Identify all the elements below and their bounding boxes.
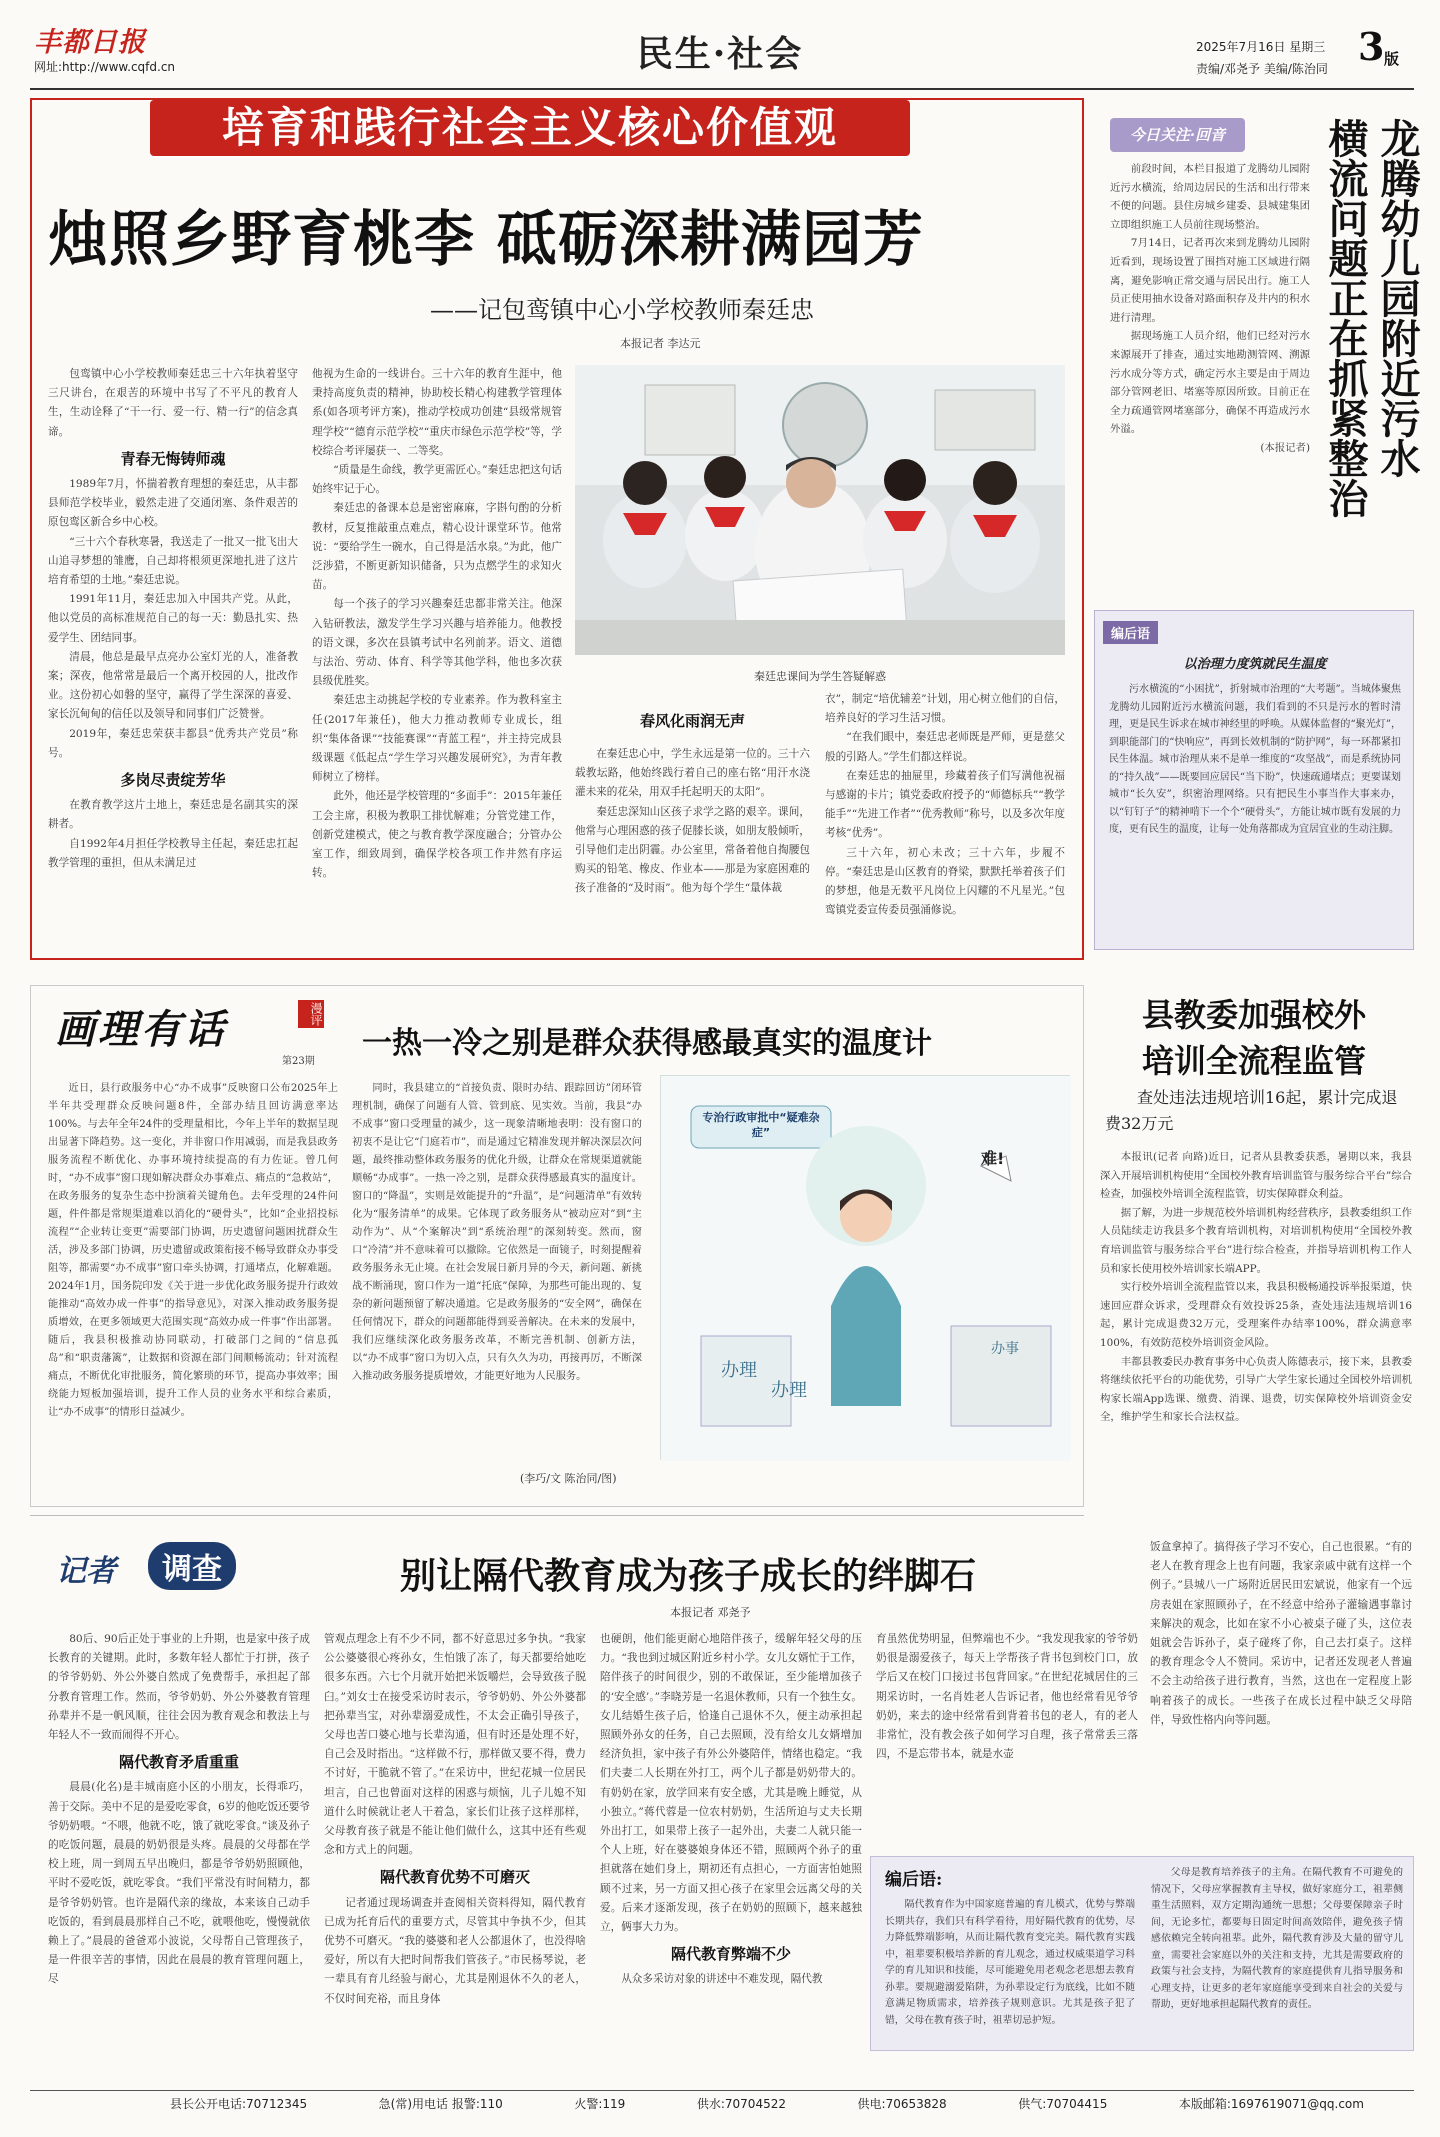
footer-item: 本版邮箱:1697619071@qq.com: [1178, 2097, 1364, 2111]
classroom-photo: [575, 365, 1065, 655]
invest-brand: [48, 1538, 268, 1594]
theme-banner: [150, 100, 910, 158]
lead-paragraph: 在秦廷忠的抽屉里，珍藏着孩子们写满他祝福与感谢的卡片；镇党委政府授予的“师德标兵”“教学能手”“先进工作者”“优秀教师”称号，以及多次年度考核“优秀”。: [825, 769, 1065, 840]
invest-paragraph: 饭盒拿掉了。搞得孩子学习不安心，自己也很累。“有的老人在教育理念上也有问题，我家亲戚中就有这样一个例子。”县城八一广场附近居民田宏斌说，他家有一个远房表姐在家照顾孙子，在不经意中给孙子灌输遇事靠讨来解决的观念，比如在家不小心被桌子碰了头，这位表姐就会告诉孙子，桌子碰疼了你，自己去打桌子。这样的教育理念令人不赞同。采访中，记者还发现老人普遍不会主动给孩子进行教育，当然，这也在一定程度上影响着孩子的成长。一些孩子在成长过程中缺乏父母陪伴，导致性格内向等问题。: [1150, 1541, 1412, 1726]
supervise-headline-2: 培训全流程监管: [1141, 1042, 1366, 1080]
invest-paragraph: 80后、90后正处于事业的上升期，也是家中孩子成长教育的关键期。此时，多数年轻人都忙于打拼，孩子的爷爷奶奶、外公外婆自然成了免费帮手，承担起了部分教育管理工作。然而，爷爷奶奶、外公外婆教育管理孙辈并不是一帆风顺，往往会因为教育观念和教法上与年轻人不一致而闹得不开心。: [48, 1633, 310, 1742]
invest-column-4: [876, 1630, 1138, 1845]
cartoon-word: 办理: [721, 1360, 757, 1381]
invest-headline: 别让隔代教育成为孩子成长的绊脚石: [400, 1555, 977, 1597]
invest-editor-label: 编后语:: [885, 1870, 943, 1890]
cartoon-word: 办理: [771, 1380, 807, 1401]
footer-bar: [30, 2090, 1414, 2116]
lead-column-3: [575, 745, 810, 945]
invest-paragraph: 记者通过现场调查并查阅相关资料得知，隔代教育已成为托育后代的重要方式，尽管其中争执不少，但其优势不可磨灭。“我的婆婆和老人公都退休了，也没得啥爱好，所以有大把时间帮我们管孩子。”市民杨琴说，老一辈具有育儿经验与耐心，尤其是刚退休不久的老人，不仅时间充裕，而且身体: [324, 1896, 586, 2005]
invest-editor-col1: 隔代教育作为中国家庭普遍的育儿模式，优势与弊端长期共存，我们只有科学看待，用好隔代教育的优势，尽力降低弊端影响，从而让隔代教育变完美。隔代教育实践中，祖辈要积极培养新的育儿观念，通过权威渠道学习科学的育儿知识和技能，尽可能避免用老观念老思想去教育孙辈。要规避溺爱陷阱，为孙辈设定行为底线，比如不随意满足物质需求，培养孩子规则意识。尤其是孩子犯了错，父母在教育孩子时，祖辈切忌护短。: [885, 1899, 1135, 2026]
today-editor-text: 污水横流的“小困扰”，折射城市治理的“大考题”。当城体聚焦龙腾幼儿园附近污水横流问题，我们看到的不只是污水的暂时清理，更是民生诉求在城市神经里的呼唤。从媒体监督的“聚光灯”，到职能部门的“快响应”，再到长效机制的“防护网”，每一环都紧扣民生体温。城市治理从来不是单一维度的“攻坚战”，而是系统协同的“持久战”——既要回应居民“当下盼”，快速疏通堵点；更要谋划城市“长久安”，织密治理网络。只有把民生小事当作大事来办，以“钉钉子”的精神啃下一个个“硬骨头”，方能让城市既有发展的力度，更有民生的温度，让每一处角落都成为宜居宜业的生动注脚。: [1109, 684, 1401, 835]
lead-paragraph: 他视为生命的一线讲台。三十六年的教育生涯中，他秉持高度负责的精神，协助校长精心构建教学管理体系(如各项考评方案)，推动学校成功创建“县级常规管理学校”“德育示范学校”“重庆市绿色示范学校”等，学校综合考评屡获一、二等奖。: [312, 368, 562, 457]
lead-paragraph: “三十六个春秋寒暑，我送走了一批又一批飞出大山追寻梦想的雏鹰，自己却将根须更深地扎进了这片培育希望的土地。”秦廷忠说。: [48, 535, 298, 587]
invest-byline: 本报记者 邓尧予: [670, 1606, 751, 1619]
lead-subheading-2: 多岗尽责绽芳华: [120, 771, 226, 790]
invest-editor-box: [870, 1856, 1414, 2051]
lead-column-1: [48, 365, 298, 940]
huali-brand: 画理有话: [55, 1006, 227, 1053]
section-title: 民生·社会: [636, 33, 804, 75]
editors-line: 责编/邓尧予 美编/陈治同: [1196, 62, 1328, 76]
invest-paragraph: 晨晨(化名)是丰城南庭小区的小朋友，长得乖巧，善于交际。美中不足的是爱吃零食，6岁的他吃饭还要爷爷奶奶喂。“不喂，他就不吃，饿了就吃零食。”谈及孙子的吃饭问题，晨晨的奶奶很是头疼。晨晨的父母都在学校上班，周一到周五早出晚归，都是爷爷奶奶照顾他，平时不爱吃饭，就吃零食。“我们平常没有时间精力，都是爷爷奶奶管。也许是隔代亲的缘故，本来该自己动手吃饭的，看到晨晨那样自己不吃，就喂他吃，慢慢就依赖上了。”晨晨的爸爸邓小波说，父母帮自己管理孩子，是一件很辛苦的事情，因此在晨晨的教育管理问题上，尽: [48, 1781, 310, 1986]
huali-column-1: 近日，县行政服务中心“办不成事”反映窗口公布2025年上半年共受理群众反映问题8件，全部办结且回访满意率达100%。与去年全年24件的受理量相比，今年上半年的数据呈现出显著下降趋势。这一变化，并非窗口作用减弱，而是我县政务服务流程不断优化、办事环境持续提高的有力佐证。曾几何时，“办不成事”窗口现如解决群众办事难点、痛点的“急救站”，在政务服务的复杂生态中扮演着关键角色。去年受理的24件问题，件件都是常规渠道难以消化的“硬骨头”，比如“企业招投标流程”“企业转让变更”需要部门协调，历史遗留问题困扰群众生活，涉及多部门协调，历史遗留或政策衔接不畅导致群众办事受阻等，都需要“办不成事”窗口牵头协调，打通堵点，化解难题。2024年1月，国务院印发《关于进一步优化政务服务提升行政效能推动“高效办成一件事”的指导意见》，对深入推动政务服务提质增效，在更多领域更大范围实现“高效办成一件事”作出部署。随后，我县积极推动协同联动，打破部门之间的“信息孤岛”和“职责藩篱”，让数据和资源在部门间顺畅流动；针对流程痛点，不断优化审批服务，简化繁琐的环节，提高办事效率；围绕能力短板加强培训，提升工作人员的业务水平和综合素质，让“办不成事”的情形日益减少。: [48, 1083, 338, 1418]
site-url: 网址:http://www.cqfd.cn: [34, 60, 176, 74]
lead-column-2: [312, 365, 562, 940]
newspaper-logo: 丰都日报: [34, 27, 146, 58]
invest-column-3: [600, 1630, 862, 2060]
lead-paragraph: 秦廷忠的备课本总是密密麻麻，字斟句酌的分析教材，反复推敲重点难点，精心设计课堂环节。他常说：“要给学生一碗水，自己得是活水泉。”为此，他广泛涉猎，不断更新知识储备，只为点燃学生的求知火苗。: [312, 502, 562, 592]
today-paragraph: 7月14日，记者再次来到龙腾幼儿园附近看到，现场设置了围挡对施工区域进行隔离，避免影响正常交通与居民出行。施工人员正使用抽水设备对路面积存及井内的积水进行清理。: [1110, 237, 1310, 324]
masthead: [0, 0, 1440, 96]
lead-byline: 本报记者 李达元: [620, 337, 701, 350]
supervise-paragraph: 丰都县教委民办教育事务中心负责人陈德表示，接下来，县教委将继续依托平台的功能优势，引导广大学生家长通过全国校外培训机构家长端App选课、缴费、消课、退费，切实保障校外培训资金安全，维护学生和家长合法权益。: [1100, 1355, 1412, 1424]
lead-paragraph: 衣”，制定“培优辅差”计划，用心树立他们的自信，培养良好的学习生活习惯。: [825, 693, 1065, 725]
today-paragraph: 据现场施工人员介绍，他们已经对污水来源展开了排查，通过实地勘测管网、溯源污水成分等方式，确定污水主要是由于周边部分管网老旧、堵塞等原因所致。目前正在全力疏通管网堵塞部分，确保不再造成污水外溢。: [1110, 330, 1310, 436]
lead-title: 烛照乡野育桃李 砥砺深耕满园芳: [48, 205, 924, 275]
today-headline-1: 龙腾幼儿园附近污水: [1374, 118, 1421, 478]
lead-paragraph: 此外，他还是学校管理的“多面手”：2015年兼任工会主席，积极为教职工排忧解难；分管党建工作，创新党建模式，使之与教育教学深度融合；分管办公室工作，细致周到，确保学校各项工作井然有序运转。: [312, 790, 562, 880]
lead-paragraph: 自1992年4月担任学校教导主任起，秦廷忠扛起教学管理的重担，但从未满足过: [48, 837, 298, 869]
masthead-rule: [30, 88, 1414, 90]
lead-paragraph: 包鸾镇中心小学校教师秦廷忠三十六年执着坚守三尺讲台，在艰苦的环境中书写了不平凡的教育人生，生动诠释了“干一行、爱一行、精一行”的信念真谛。: [48, 368, 298, 438]
huali-cartoon: [660, 1075, 1070, 1460]
footer-item: 火警:119: [574, 2097, 626, 2111]
page-number: 3: [1358, 24, 1385, 69]
today-badge: [1110, 118, 1245, 152]
lead-paragraph: “质量是生命线，教学更需匠心。”秦廷忠把这句话始终牢记于心。: [312, 464, 562, 496]
supervise-paragraph: 据了解，为进一步规范校外培训机构经营秩序，县教委组织工作人员陆续走访我县多个教育培训机构，对培训机构使用“全国校外教育培训监管与服务综合平台”进行综合检查，并指导培训机构工作人员和家长使用校外培训家长端APP。: [1100, 1206, 1412, 1275]
supervise-deck: 查处违法违规培训16起，累计完成退费32万元: [1105, 1088, 1398, 1133]
today-signoff: (本报记者): [1260, 441, 1310, 454]
issue-date: 2025年7月16日 星期三: [1196, 40, 1326, 54]
lead-paragraph: “在我们眼中，秦廷忠老师既是严师，更是慈父般的引路人。”学生们都这样说。: [825, 731, 1065, 763]
today-editor-title: 以治理力度筑就民生温度: [1183, 657, 1327, 672]
lead-paragraph: 秦廷忠主动挑起学校的专业素养。作为教科室主任(2017年兼任)，他大力推动教师专业成长，组织“集体备课”“技能赛课”“青蓝工程”，并主持完成县级课题《低起点“学生学习兴趣发展研究》，为青年教师树立了榜样。: [312, 694, 562, 784]
today-body: [1110, 160, 1310, 590]
invest-paragraph: 管观点理念上有不少不同，都不好意思过多争执。“我家公公婆婆很心疼孙女，生怕饿了冻了，每天都要给她吃很多东西。六七个月就开始把米饭嚼烂，会导致孩子脱臼。”刘女士在接受采访时表示，爷爷奶奶、外公外婆都把孙辈当宝，对孙辈溺爱成性，不太会正确引导孩子，父母也苦口婆心地与长辈沟通，但有时还是处理不好，自己会及时指出。“这样做不行，那样做又要不得，费力不讨好，干脆就不管了。”在采访中，世纪花城一位居民坦言，自己也曾面对这样的困惑与烦恼，儿子儿媳不知道什么时候就让老人干着急，家长们让孩子这样那样，父母教育孩子就是不能让他们做什么，这其中还有些观念和方式上的问题。: [324, 1633, 586, 1857]
invest-subheading-3: 隔代教育弊端不少: [670, 1945, 791, 1964]
today-editor-box: [1094, 610, 1414, 950]
lead-subheading-1: 青春无悔铸师魂: [120, 449, 226, 468]
cartoon-sign-2: 办事: [991, 1341, 1019, 1357]
supervise-paragraph: 本报讯(记者 向路)近日，记者从县教委获悉，暑期以来，我县深入开展培训机构使用“全国校外教育培训监管与服务综合平台”综合检查，加强校外培训全流程监管，切实保障群众利益。: [1100, 1151, 1412, 1201]
page-suffix: 版: [1384, 50, 1400, 68]
footer-item: 急(常)用电话 报警:110: [378, 2097, 503, 2111]
lead-subtitle: ——记包鸾镇中心小学校教师秦廷忠: [430, 296, 814, 324]
supervise-headline-1: 县教委加强校外: [1141, 996, 1366, 1034]
lead-paragraph: 三十六年，初心未改；三十六年，步履不停。“秦廷忠是山区教育的脊梁，默默托举着孩子们的梦想，他是无数平凡岗位上闪耀的不凡星光。”包鸾镇党委宣传委员强涌修说。: [825, 846, 1065, 917]
invest-subheading-2: 隔代教育优势不可磨灭: [379, 1868, 530, 1887]
invest-column-2: [324, 1630, 586, 2060]
lead-photo-caption: 秦廷忠课间为学生答疑解惑: [754, 670, 886, 683]
lead-paragraph: 在教育教学这片土地上，秦廷忠是名副其实的深耕者。: [48, 799, 298, 831]
footer-item: 供水:70704522: [696, 2097, 786, 2111]
lead-paragraph: 清晨，他总是最早点亮办公室灯光的人，准备教案；深夜，他常常是最后一个离开校园的人，批改作业。这份初心如磐的坚守，赢得了学生深深的喜爱、家长沉甸甸的信任以及领导和同事们广泛赞誉。: [48, 650, 298, 721]
invest-paragraph: 从众多采访对象的讲述中不难发现，隔代教: [621, 1973, 823, 1986]
lead-paragraph: 1991年11月，秦廷忠加入中国共产党。从此，他以党员的高标准规范自己的每一天：勤恳扎实、热爱学生、团结同事。: [48, 593, 298, 644]
invest-column-1: [48, 1630, 310, 2060]
supervise-body: [1100, 1148, 1412, 1493]
huali-issue: 第23期: [282, 1056, 315, 1067]
lead-paragraph: 2019年，秦廷忠荣获丰都县“优秀共产党员”称号。: [48, 727, 298, 759]
footer-item: 县长公开电话:70712345: [170, 2097, 308, 2111]
invest-paragraph: 育虽然优势明显，但弊端也不少。“我发现我家的爷爷奶奶很是溺爱孩子，每天上学帮孩子背书包到校门口，放学后又在校门口接过书包背回家。”在世纪花城居住的三期采访时，一名肖姓老人告诉记者，他也经常看见爷爷奶奶，来去的途中经常看到背着书包的老人，有的老人非常忙，没有教会孩子如何学习自理，孩子常常丢三落四，不是忘带书本，就是水壶: [876, 1633, 1138, 1761]
lead-paragraph: 1989年7月，怀揣着教育理想的秦廷忠，从丰都县师范学校毕业，毅然走进了交通闭塞、条件艰苦的原包鸾区新合乡中心校。: [48, 478, 298, 529]
huali-credit: (李巧/文 陈治同/图): [520, 1472, 617, 1485]
invest-divider: [30, 1515, 1084, 1516]
huali-tag: 漫评: [298, 1000, 324, 1028]
invest-column-5: [1150, 1538, 1412, 1843]
lead-subheading-3: 春风化雨润无声: [639, 712, 745, 730]
invest-editor-col2: 父母是教育培养孩子的主角。在隔代教育不可避免的情况下，父母应掌握教育主导权，做好家庭分工，祖辈侧重生活照料，双方定期沟通统一思想；父母要保障亲子时间，无论多忙，都要每日固定时间高效陪伴，避免孩子情感依赖完全转向祖辈。此外，隔代教育涉及大量的留守儿童，需要社会家庭以外的关注和支持，尤其是需要政府的政策与社会支持，为隔代教育的家庭提供育儿指导服务和心理支持，让更多的老年家庭能享受到来自社会的关爱与帮助，更好地承担起隔代教育的责任。: [1151, 1867, 1403, 2010]
invest-brand-a: 记者: [56, 1554, 116, 1589]
footer-item: 供气:70704415: [1018, 2097, 1108, 2111]
supervise-paragraph: 实行校外培训全流程监管以来，我县积极畅通投诉举报渠道，快速回应群众诉求，受理群众有效投诉25条，查处违法违规培训16起，累计完成退费32万元，受理案件办结率100%，群众满意率100%，有效防范校外培训资金风险。: [1100, 1281, 1412, 1349]
theme-banner-text: 培育和践行社会主义核心价值观: [150, 100, 910, 156]
today-headline-2: 横流问题正在抓紧整治: [1322, 118, 1369, 518]
invest-paragraph: 也硬朗，他们能更耐心地陪伴孩子，缓解年轻父母的压力。“我也到过城区附近乡村小学。女儿女婿忙于工作，陪伴孩子的时间很少，别的不敢保证，至少能增加孩子的‘安全感’。”李晓芳是一名退休教师，只有一个独生女。女儿结婚生孩子后，恰逢自己退休不久，便主动承担起照顾外孙女的任务，自己去照顾，没有给女儿女婿增加经济负担，家中孩子有外公外婆陪伴，情绪也稳定。“我们夫妻二人长期在外打工，两个儿子都是奶奶带大的。有奶奶在家，放学回来有安全感，尤其是晚上睡觉，从小独立。”蒋代蓉是一位农村奶奶，生活所迫与丈夫长期外出打工，如果带上孩子一起外出，夫妻二人就只能一个人上班，好在婆婆娘身体还不错，照顾两个孙子的重担就落在她们身上，期初还有点担心，一方面害怕她照顾不过来，另一方面又担心孩子在家里会远离父母的关爱。后来才逐渐发现，孩子在奶奶的照顾下，越来越独立，俩事大力为。: [600, 1633, 862, 1934]
cartoon-bubble: 难!: [981, 1149, 1005, 1168]
today-badge-text: 今日关注·回音: [1129, 126, 1226, 144]
lead-paragraph: 每一个孩子的学习兴趣秦廷忠都非常关注。他深入钻研教法，激发学生学习兴趣与培养能力。他教授的语文课，多次在县镇考试中名列前茅。语文、道德与法治、劳动、体育、科学等其他学科，他也多次获县级优胜奖。: [312, 598, 562, 688]
lead-paragraph: 在秦廷忠心中，学生永远是第一位的。三十六载教坛路，他始终践行着自己的座右铭“用汗水浇灌未来的花朵，用双手托起明天的太阳”。: [575, 748, 810, 799]
lead-column-4: [825, 690, 1065, 945]
today-editor-label: 编后语: [1103, 621, 1158, 644]
lead-paragraph: 秦廷忠深知山区孩子求学之路的艰辛。课间，他常与心理困惑的孩子促膝长谈，如朋友般倾听，引导他们走出阴霾。办公室里，常备着他自掏腰包购买的铅笔、橡皮、作业本——那是为家庭困难的孩子准备的“及时雨”。他为每个学生“量体裁: [575, 805, 810, 895]
footer-item: 供电:70653828: [857, 2097, 947, 2111]
invest-subheading-1: 隔代教育矛盾重重: [118, 1753, 239, 1772]
today-paragraph: 前段时间，本栏目报道了龙腾幼儿园附近污水横流，给周边居民的生活和出行带来不便的问题。县住房城乡建委、县城建集团立即组织施工人员前往现场整治。: [1110, 163, 1310, 231]
lead-photo: [575, 365, 1065, 655]
cartoon-sign: 专治行政审批中“疑难杂症”: [702, 1111, 820, 1139]
huali-column-2: 同时，我县建立的“首接负责、限时办结、跟踪回访”闭环管理机制，确保了问题有人管、管到底、见实效。当前，我县“办不成事”窗口受理量的减少，这一现象清晰地表明：没有窗口的初衷不是让它“门庭若市”，而是通过它精准发现并解决深层次问题，最终推动整体政务服务的优化升级，让群众在常规渠道就能顺畅“办成事”。一热一冷之别，是群众获得感最真实的温度计。窗口的“降温”，实则是效能提升的“升温”，是“问题清单”有效转化为“服务清单”的成果。它体现了政务服务从“被动应对”到“主动作为”、从“个案解决”到“系统治理”的深刻转变。然而，窗口“冷清”并不意味着可以撤除。它依然是一面镜子，时刻提醒着政务服务永无止境。在社会发展日新月异的今天，新问题、新挑战不断涌现，窗口作为一道“托底”保障，为那些可能出现的、复杂的新问题预留了解决通道。它是政务服务的“安全网”，确保在任何情况下，群众的问题都能得到妥善解决。在未来的发展中，我们应继续深化政务服务改革，不断完善机制、创新方法，以“办不成事”窗口为切入点，只有久久为功，再接再厉，不断深入推动政务服务提质增效，才能更好地为人民服务。: [352, 1083, 642, 1382]
huali-headline: 一热一冷之别是群众获得感最真实的温度计: [362, 1026, 932, 1061]
invest-brand-b: 调查: [148, 1542, 236, 1590]
